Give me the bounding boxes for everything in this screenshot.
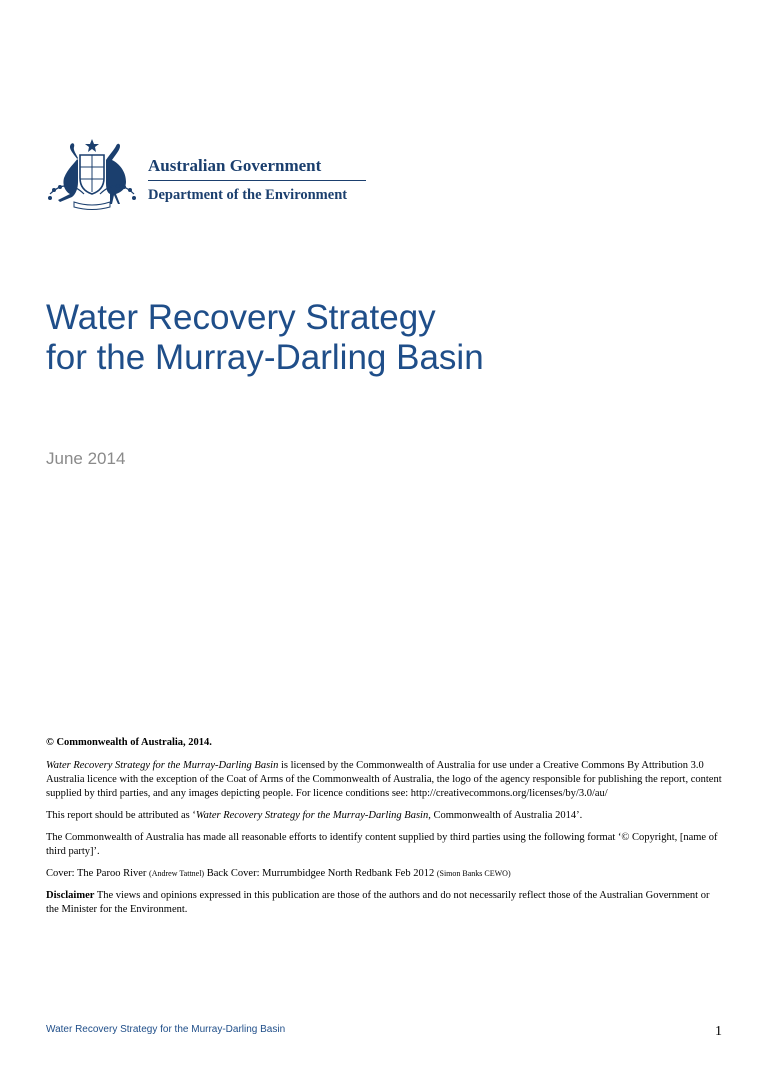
page-number: 1	[715, 1024, 722, 1039]
title-line-2: for the Murray-Darling Basin	[46, 338, 484, 377]
legal-notice	[46, 736, 722, 925]
attribution-prefix: This report should be attributed as ‘	[46, 810, 196, 821]
licence-paragraph	[46, 759, 722, 801]
licence-title: Water Recovery Strategy for the Murray-Darling Basin	[46, 760, 279, 771]
disclaimer-paragraph	[46, 889, 722, 917]
disclaimer-label: Disclaimer	[46, 890, 95, 901]
agency-logo	[44, 138, 374, 210]
publication-date: June 2014	[46, 449, 126, 468]
cover-credits	[46, 867, 722, 881]
front-cover-credit: (Andrew Tattnel)	[149, 869, 205, 878]
third-party-paragraph: The Commonwealth of Australia has made all reasonable efforts to identify content supplied by third parties using the following format ‘© Copyright, [name of third party]’.	[46, 832, 718, 857]
attribution-suffix: , Commonwealth of Australia 2014’.	[428, 810, 583, 821]
copyright-line: © Commonwealth of Australia, 2014.	[46, 737, 212, 748]
back-cover-label: Back Cover: Murrumbidgee North Redbank Feb 2012	[204, 868, 437, 879]
department-name: Department of the Environment	[148, 187, 348, 203]
coat-of-arms-icon	[44, 138, 140, 210]
licence-text: is licensed by the Commonwealth of Australia for use under a Creative Commons By Attribution 3.0 Australia licence with the exception of the Coat of Arms of the Commonwealth of Australia, the logo of the agency responsible for publishing the report, content supplied by third parties, and any images depicting people. For licence conditions see: http://creativecommons.org/licenses/by/3.0/au/	[46, 760, 722, 799]
footer-running-title: Water Recovery Strategy for the Murray-Darling Basin	[46, 1024, 286, 1035]
attribution-title: Water Recovery Strategy for the Murray-Darling Basin	[195, 810, 429, 821]
front-cover-label: Cover: The Paroo River	[46, 868, 150, 879]
agency-name-block	[148, 156, 366, 204]
back-cover-credit: (Simon Banks CEWO)	[436, 869, 511, 878]
government-name: Australian Government	[148, 156, 322, 175]
logo-divider	[148, 180, 366, 181]
document-title	[46, 298, 726, 378]
title-line-1: Water Recovery Strategy	[46, 298, 436, 337]
disclaimer-text: The views and opinions expressed in this publication are those of the authors and do not necessarily reflect those of the Australian Government or the Minister for the Environment.	[46, 890, 710, 915]
attribution-paragraph	[46, 809, 722, 823]
